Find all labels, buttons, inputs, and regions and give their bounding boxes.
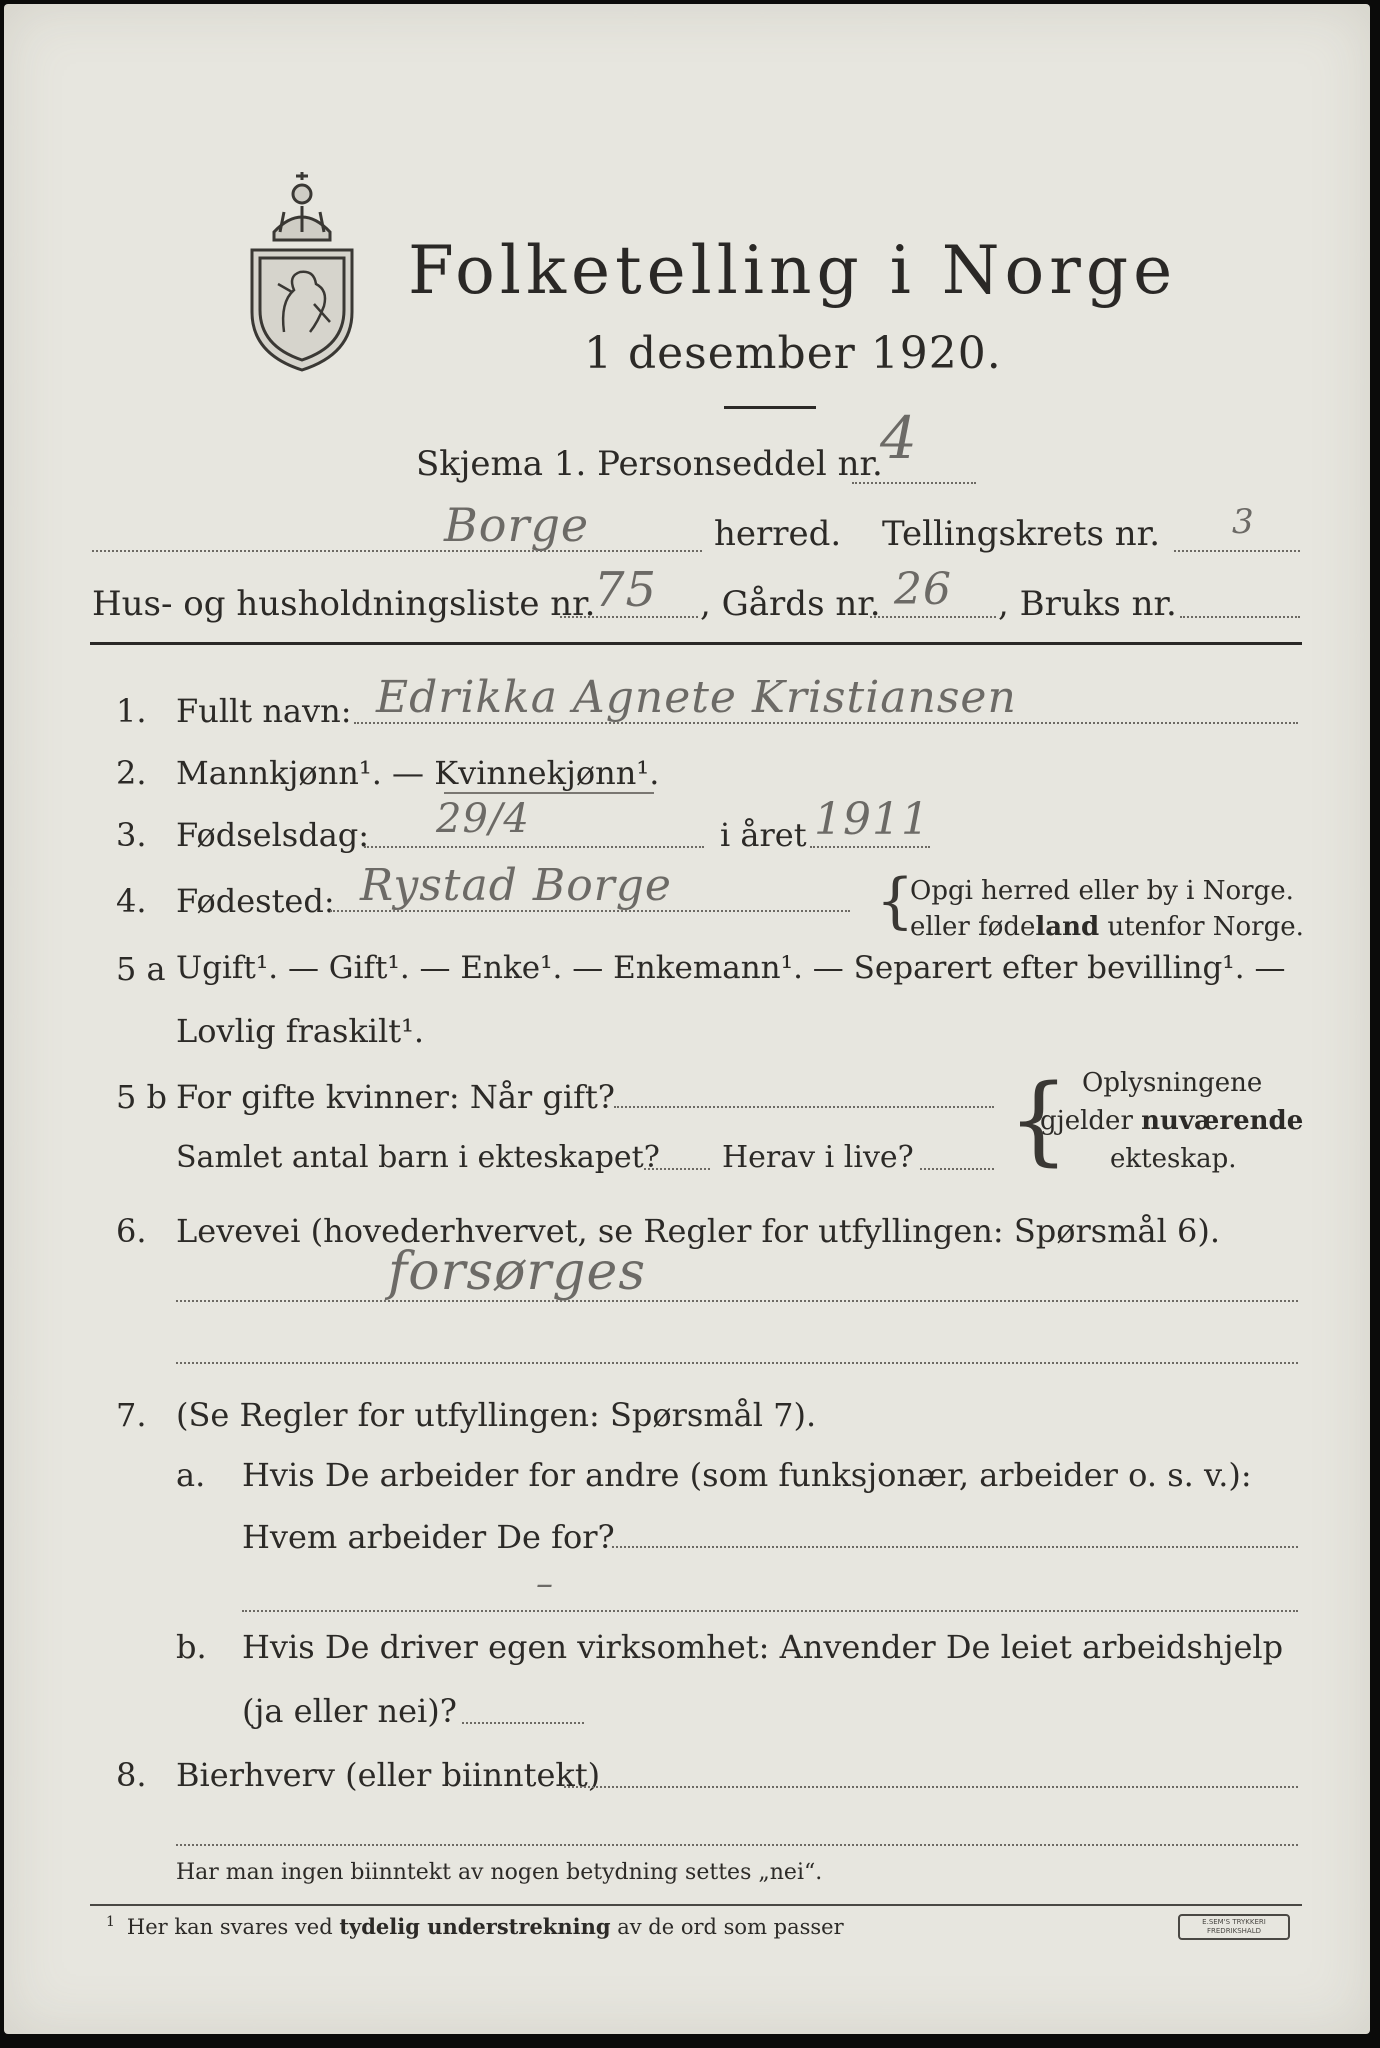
footnote-bold: tydelig understrekning bbox=[339, 1914, 611, 1939]
tellingskrets-field-line bbox=[1174, 550, 1300, 552]
q4-label: Fødested: bbox=[176, 882, 335, 920]
herred-label: herred. bbox=[714, 514, 842, 554]
q5b-children-field-line bbox=[644, 1168, 710, 1170]
q7b-field-line bbox=[462, 1722, 584, 1724]
q4-note-line2 bbox=[910, 912, 1304, 942]
q5a-line1: Ugift¹. — Gift¹. — Enke¹. — Enkemann¹. — Separert efter bevilling¹. — bbox=[176, 950, 1286, 986]
tellingskrets-nr-value: 3 bbox=[1232, 502, 1255, 542]
q5b-note-brace: { bbox=[1008, 1064, 1070, 1176]
q7a-line2: Hvem arbeider De for? bbox=[242, 1518, 615, 1556]
gards-nr-value: 26 bbox=[894, 564, 952, 615]
q5b-line1: For gifte kvinner: Når gift? bbox=[176, 1078, 615, 1116]
form-title: Folketelling i Norge bbox=[408, 232, 1178, 309]
printer-stamp bbox=[1178, 1914, 1290, 1940]
q7a-letter: a. bbox=[176, 1456, 206, 1494]
q4-note-line2-post: utenfor Norge. bbox=[1099, 912, 1304, 942]
q4-number: 4. bbox=[116, 882, 147, 920]
herred-value: Borge bbox=[444, 498, 590, 552]
q4-note-brace: { bbox=[876, 866, 915, 936]
q3-number: 3. bbox=[116, 816, 147, 854]
title-divider bbox=[724, 406, 816, 409]
gards-label: , Gårds nr. bbox=[700, 584, 881, 624]
q6-field-line-1 bbox=[176, 1300, 1298, 1302]
footnote-pre: Her kan svares ved bbox=[126, 1915, 340, 1939]
q7a-line1: Hvis De arbeider for andre (som funksjonær, arbeider o. s. v.): bbox=[242, 1456, 1252, 1494]
census-date: 1 desember 1920. bbox=[584, 328, 1002, 379]
q7a-employer-value: – bbox=[536, 1564, 554, 1604]
q7-label: (Se Regler for utfyllingen: Spørsmål 7). bbox=[176, 1396, 817, 1434]
q7b-letter: b. bbox=[176, 1628, 207, 1666]
q5b-line2b: Herav i live? bbox=[722, 1140, 914, 1175]
footnote-marker: 1 bbox=[106, 1914, 115, 1930]
gards-field-line bbox=[870, 616, 996, 618]
q4-note-line2-pre: eller føde bbox=[910, 912, 1036, 942]
q8-field-line-1 bbox=[564, 1786, 1298, 1788]
bruks-label: , Bruks nr. bbox=[998, 584, 1177, 624]
personseddel-field-line bbox=[852, 482, 976, 484]
q7b-line1: Hvis De driver egen virksomhet: Anvender De leiet arbeidshjelp bbox=[242, 1628, 1284, 1666]
q6-number: 6. bbox=[116, 1212, 147, 1250]
q2-label: Mannkjønn¹. — Kvinnekjønn¹. bbox=[176, 754, 660, 792]
q5b-note3: ekteskap. bbox=[1110, 1144, 1237, 1174]
q5b-number: 5 b bbox=[116, 1078, 168, 1116]
q2-number: 2. bbox=[116, 754, 147, 792]
q3-year-value: 1911 bbox=[814, 794, 930, 845]
bruks-field-line bbox=[1180, 616, 1300, 618]
printer-stamp-line2: FREDRIKSHALD bbox=[1206, 1927, 1261, 1935]
q5a-line2: Lovlig fraskilt¹. bbox=[176, 1012, 425, 1050]
q1-label: Fullt navn: bbox=[176, 692, 352, 730]
header-divider bbox=[90, 642, 1302, 645]
q6-occupation-value: forsørges bbox=[388, 1242, 647, 1302]
q1-number: 1. bbox=[116, 692, 147, 730]
footnote-post: av de ord som passer bbox=[610, 1915, 844, 1939]
q8-number: 8. bbox=[116, 1756, 147, 1794]
printer-stamp-line1: E.SEM'S TRYKKERI bbox=[1202, 1918, 1266, 1926]
herred-field-line bbox=[92, 550, 702, 552]
q5b-note2-bold: nuværende bbox=[1141, 1106, 1304, 1136]
q3-birthday-value: 29/4 bbox=[436, 796, 530, 842]
q6-field-line-2 bbox=[176, 1362, 1298, 1364]
q6-label: Levevei (hovederhvervet, se Regler for utfyllingen: Spørsmål 6). bbox=[176, 1212, 1221, 1250]
census-form bbox=[4, 4, 1370, 2034]
q8-label: Bierhverv (eller biinntekt) bbox=[176, 1756, 601, 1794]
kvinnekjonn-underline bbox=[444, 792, 654, 794]
q7-number: 7. bbox=[116, 1396, 147, 1434]
q7a-field-line-2 bbox=[242, 1610, 1298, 1612]
q5b-note2-pre: gjelder bbox=[1040, 1106, 1142, 1136]
q1-full-name-value: Edrikka Agnete Kristiansen bbox=[376, 672, 1017, 723]
footnote-divider bbox=[90, 1904, 1302, 1906]
q7b-line2: (ja eller nei)? bbox=[242, 1692, 457, 1730]
hus-nr-value: 75 bbox=[594, 562, 658, 618]
q5b-line2a: Samlet antal barn i ekteskapet? bbox=[176, 1140, 660, 1175]
footnote bbox=[106, 1914, 844, 1939]
personseddel-nr-value: 4 bbox=[880, 404, 918, 472]
coat-of-arms-emblem bbox=[244, 172, 360, 372]
q3-label: Fødselsdag: bbox=[176, 816, 370, 854]
q4-birthplace-value: Rystad Borge bbox=[360, 860, 672, 911]
q7a-field-line-1 bbox=[612, 1546, 1298, 1548]
q8-field-line-2 bbox=[176, 1844, 1298, 1846]
q5a-number: 5 a bbox=[116, 950, 166, 988]
hus-label: Hus- og husholdningsliste nr. bbox=[92, 584, 596, 624]
tellingskrets-label: Tellingskrets nr. bbox=[882, 514, 1161, 554]
q3-year-label: i året bbox=[720, 816, 807, 854]
q3-field-line bbox=[364, 846, 704, 848]
q4-note-line1: Opgi herred eller by i Norge. bbox=[910, 876, 1294, 906]
skjema-label: Skjema 1. Personseddel nr. bbox=[416, 444, 883, 484]
q3-year-field-line bbox=[810, 846, 930, 848]
q5b-alive-field-line bbox=[920, 1168, 994, 1170]
q5b-note2 bbox=[1040, 1106, 1303, 1136]
q4-note-line2-bold: land bbox=[1035, 912, 1100, 942]
biinntekt-note: Har man ingen biinntekt av nogen betydning settes „nei“. bbox=[176, 1860, 823, 1885]
q5b-note1: Oplysningene bbox=[1082, 1068, 1263, 1098]
q5b-married-field-line bbox=[614, 1106, 994, 1108]
